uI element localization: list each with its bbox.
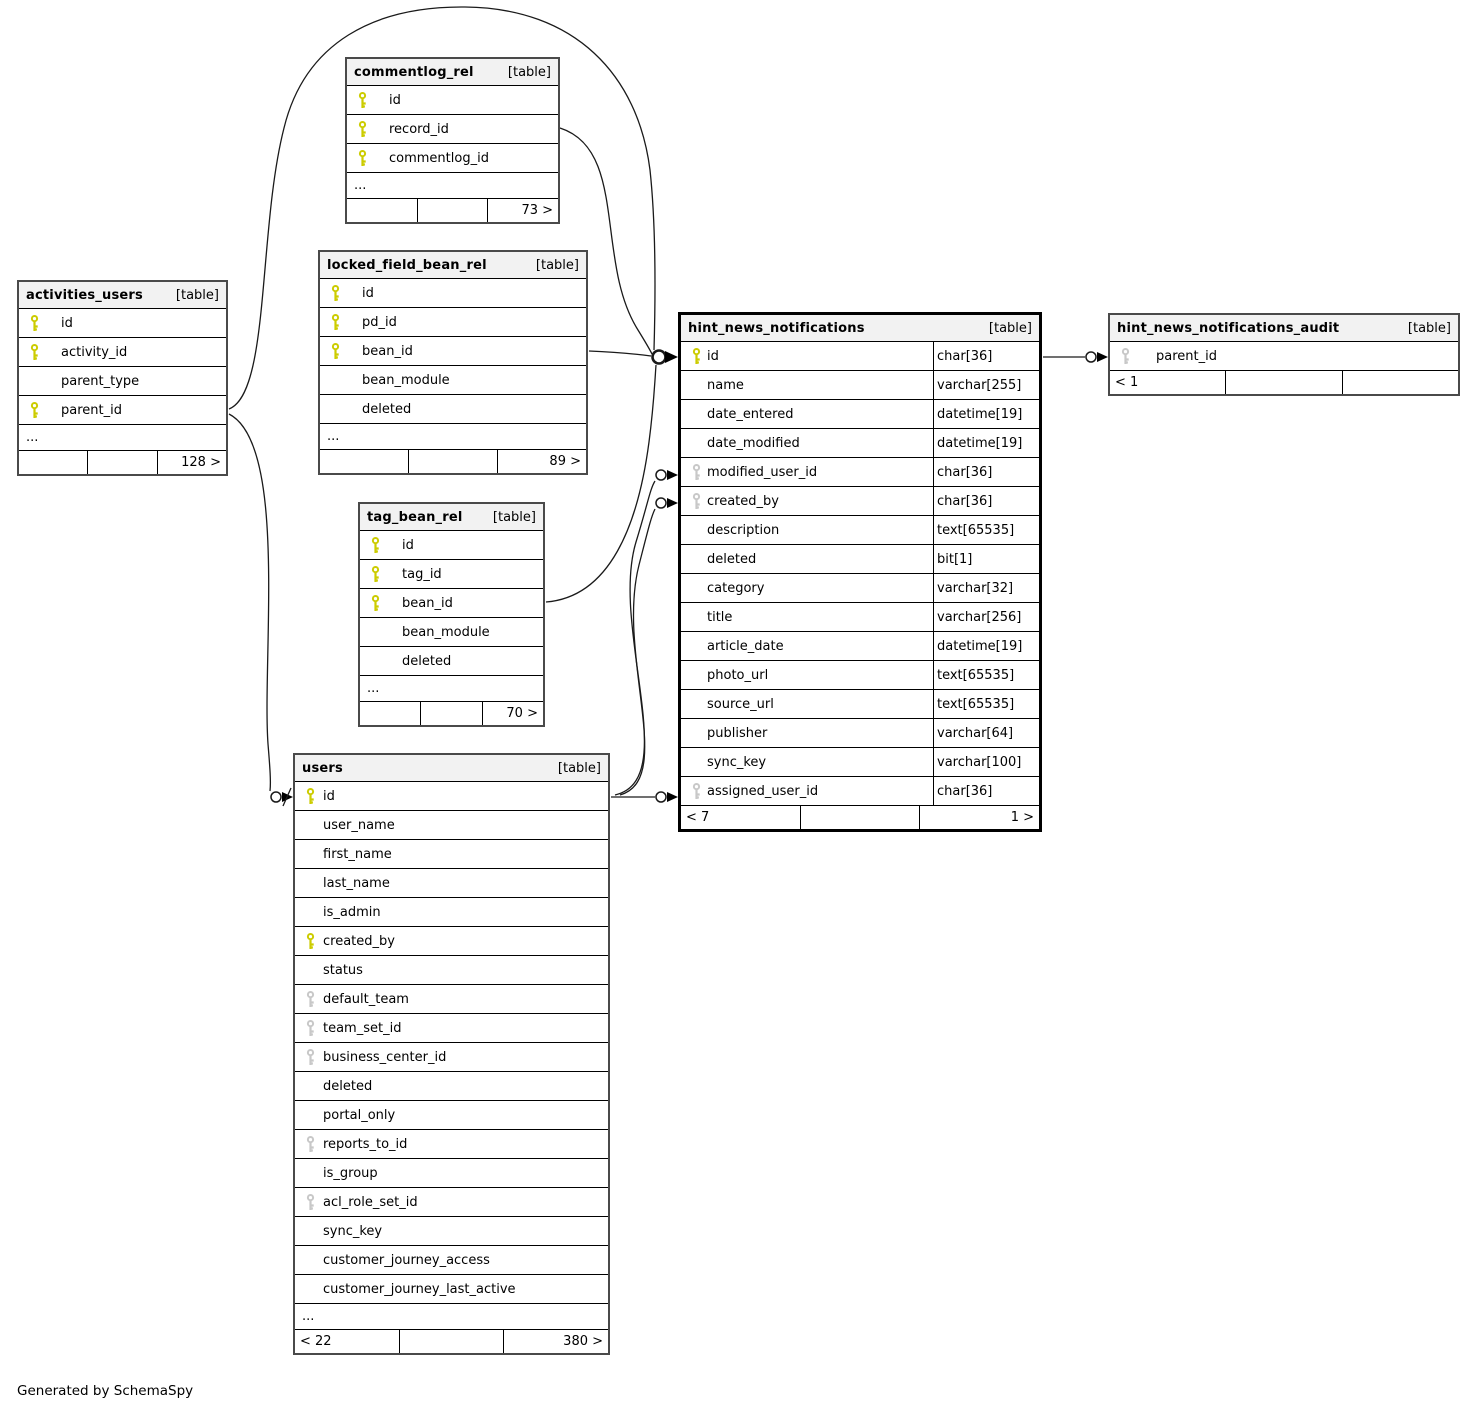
table-footer bbox=[1110, 371, 1458, 394]
column-row bbox=[681, 429, 1039, 458]
column-row bbox=[681, 603, 1039, 632]
column-row bbox=[360, 531, 543, 560]
column-name: ... bbox=[302, 1309, 315, 1324]
table-header bbox=[681, 315, 1039, 342]
column-row bbox=[295, 1275, 608, 1304]
column-name: parent_type bbox=[61, 373, 140, 389]
table-tag: [table] bbox=[175, 287, 219, 303]
column-type: varchar[256] bbox=[933, 603, 1039, 631]
column-row bbox=[295, 1217, 608, 1246]
column-name: customer_journey_access bbox=[323, 1252, 490, 1268]
column-row bbox=[19, 338, 226, 367]
column-type: text[65535] bbox=[933, 516, 1039, 544]
foreign-key-icon bbox=[691, 493, 703, 510]
column-name: title bbox=[707, 609, 733, 625]
table-name[interactable]: locked_field_bean_rel bbox=[327, 257, 487, 273]
generator-credit: Generated by SchemaSpy bbox=[17, 1383, 194, 1399]
connector-hint-assigned_user_id bbox=[656, 792, 678, 802]
column-row bbox=[295, 1101, 608, 1130]
primary-key-icon bbox=[29, 315, 41, 332]
column-type: char[36] bbox=[933, 458, 1039, 486]
column-name: source_url bbox=[707, 696, 774, 712]
column-name: bean_module bbox=[362, 372, 450, 388]
table-footer bbox=[347, 199, 558, 222]
table-users bbox=[293, 753, 610, 1355]
table-footer bbox=[360, 702, 543, 725]
footer-parents-count: 1 > bbox=[1010, 810, 1035, 825]
primary-key-icon bbox=[29, 402, 41, 419]
footer-parents-count bbox=[1343, 371, 1458, 394]
foreign-key-icon bbox=[305, 1194, 317, 1211]
column-type: varchar[64] bbox=[933, 719, 1039, 747]
column-row bbox=[320, 395, 586, 424]
foreign-key-icon bbox=[691, 464, 703, 481]
column-row bbox=[295, 811, 608, 840]
column-name: id bbox=[61, 315, 73, 331]
table-header bbox=[295, 755, 608, 782]
connector-hint-created_by bbox=[656, 498, 678, 508]
footer-children-count: < 7 bbox=[681, 806, 801, 829]
foreign-key-icon bbox=[691, 783, 703, 800]
column-name: pd_id bbox=[362, 314, 397, 330]
footer-parents-count: 70 > bbox=[506, 706, 538, 721]
table-tag: [table] bbox=[988, 320, 1032, 336]
column-name: deleted bbox=[707, 551, 757, 567]
column-row bbox=[681, 487, 1039, 516]
column-name: parent_id bbox=[1156, 348, 1217, 364]
column-name: photo_url bbox=[707, 667, 769, 683]
column-name: last_name bbox=[323, 875, 390, 891]
primary-key-icon bbox=[305, 933, 317, 950]
column-row bbox=[681, 545, 1039, 574]
column-row bbox=[295, 985, 608, 1014]
column-type: datetime[19] bbox=[933, 632, 1039, 660]
table-hint_news_notifications bbox=[678, 312, 1042, 832]
footer-mid-cell bbox=[400, 1330, 505, 1353]
table-footer bbox=[320, 450, 586, 473]
column-name: record_id bbox=[389, 121, 449, 137]
column-type: varchar[32] bbox=[933, 574, 1039, 602]
footer-children-count bbox=[320, 450, 409, 473]
rel-activities-parent_id-to-users-id bbox=[229, 414, 270, 791]
column-type: varchar[100] bbox=[933, 748, 1039, 776]
column-row bbox=[347, 144, 558, 173]
column-name: sync_key bbox=[323, 1223, 383, 1239]
column-name: customer_journey_last_active bbox=[323, 1281, 516, 1297]
column-name: is_group bbox=[323, 1165, 378, 1181]
column-type: char[36] bbox=[933, 777, 1039, 805]
column-name: id bbox=[362, 285, 374, 301]
table-commentlog_rel bbox=[345, 57, 560, 224]
column-row bbox=[295, 1130, 608, 1159]
footer-mid-cell bbox=[1226, 371, 1342, 394]
column-row bbox=[19, 425, 226, 451]
foreign-key-icon bbox=[305, 1136, 317, 1153]
column-row bbox=[295, 869, 608, 898]
footer-mid-cell bbox=[421, 702, 482, 725]
column-row bbox=[19, 367, 226, 396]
column-name: deleted bbox=[402, 653, 452, 669]
column-name: user_name bbox=[323, 817, 395, 833]
column-name: created_by bbox=[323, 933, 395, 949]
column-name: deleted bbox=[323, 1078, 373, 1094]
column-name: description bbox=[707, 522, 780, 538]
column-name: bean_id bbox=[402, 595, 453, 611]
footer-children-count bbox=[360, 702, 421, 725]
column-name: activity_id bbox=[61, 344, 128, 360]
column-row bbox=[347, 115, 558, 144]
column-row bbox=[320, 308, 586, 337]
foreign-key-icon bbox=[305, 991, 317, 1008]
table-tag: [table] bbox=[507, 64, 551, 80]
column-type: text[65535] bbox=[933, 661, 1039, 689]
rel-users-id-to-hint-created_by bbox=[620, 509, 655, 795]
footer-mid-cell bbox=[801, 806, 921, 829]
column-name: bean_module bbox=[402, 624, 490, 640]
column-name: sync_key bbox=[707, 754, 767, 770]
connector-hint-id bbox=[653, 351, 679, 364]
column-row bbox=[295, 1159, 608, 1188]
footer-children-count bbox=[347, 199, 418, 222]
column-row bbox=[19, 309, 226, 338]
column-name: assigned_user_id bbox=[707, 783, 819, 799]
column-name: portal_only bbox=[323, 1107, 396, 1123]
column-row bbox=[295, 1072, 608, 1101]
column-name: publisher bbox=[707, 725, 768, 741]
column-row bbox=[295, 927, 608, 956]
table-hint_news_notifications_audit bbox=[1108, 313, 1460, 396]
column-name: ... bbox=[26, 430, 39, 445]
column-row bbox=[295, 1246, 608, 1275]
primary-key-icon bbox=[330, 343, 342, 360]
column-name: created_by bbox=[707, 493, 779, 509]
primary-key-icon bbox=[370, 537, 382, 554]
table-header bbox=[347, 59, 558, 86]
column-name: first_name bbox=[323, 846, 392, 862]
column-row bbox=[681, 342, 1039, 371]
table-tag: [table] bbox=[1407, 320, 1451, 336]
column-row bbox=[320, 279, 586, 308]
column-row bbox=[1110, 342, 1458, 371]
connector-hint-modified_user_id bbox=[656, 470, 678, 480]
column-row bbox=[681, 371, 1039, 400]
column-row bbox=[320, 366, 586, 395]
column-type: text[65535] bbox=[933, 690, 1039, 718]
footer-parents-count: 89 > bbox=[549, 454, 581, 469]
column-name: status bbox=[323, 962, 363, 978]
column-type: bit[1] bbox=[933, 545, 1039, 573]
column-row bbox=[295, 1014, 608, 1043]
footer-mid-cell bbox=[418, 199, 489, 222]
column-row bbox=[681, 516, 1039, 545]
column-name: ... bbox=[327, 429, 340, 444]
primary-key-icon bbox=[370, 595, 382, 612]
column-row bbox=[295, 782, 608, 811]
column-name: is_admin bbox=[323, 904, 381, 920]
table-activities_users bbox=[17, 280, 228, 476]
footer-mid-cell bbox=[409, 450, 498, 473]
table-header bbox=[1110, 315, 1458, 342]
column-name: modified_user_id bbox=[707, 464, 818, 480]
footer-children-count: < 22 bbox=[295, 1330, 400, 1353]
primary-key-icon bbox=[29, 344, 41, 361]
column-row bbox=[295, 956, 608, 985]
column-name: id bbox=[402, 537, 414, 553]
column-type: char[36] bbox=[933, 342, 1039, 370]
table-header bbox=[19, 282, 226, 309]
primary-key-icon bbox=[305, 788, 317, 805]
column-row bbox=[295, 1304, 608, 1330]
column-row bbox=[681, 632, 1039, 661]
primary-key-icon bbox=[357, 121, 369, 138]
footer-parents-count: 73 > bbox=[521, 203, 554, 218]
table-header bbox=[320, 252, 586, 279]
column-row bbox=[347, 86, 558, 115]
column-row bbox=[360, 589, 543, 618]
column-row bbox=[295, 898, 608, 927]
column-name: name bbox=[707, 377, 744, 393]
column-name: ... bbox=[367, 681, 380, 696]
column-name: id bbox=[389, 92, 401, 108]
column-row bbox=[681, 748, 1039, 777]
column-name: deleted bbox=[362, 401, 412, 417]
connector-audit-parent_id bbox=[1086, 352, 1108, 362]
footer-parents-count: 128 > bbox=[181, 455, 221, 470]
column-row bbox=[681, 690, 1039, 719]
table-name[interactable]: activities_users bbox=[26, 287, 143, 303]
column-row bbox=[320, 337, 586, 366]
footer-children-count bbox=[19, 451, 88, 474]
column-name: commentlog_id bbox=[389, 150, 489, 166]
column-row bbox=[360, 618, 543, 647]
footer-mid-cell bbox=[88, 451, 157, 474]
table-name[interactable]: hint_news_notifications_audit bbox=[1117, 320, 1340, 336]
column-row bbox=[681, 661, 1039, 690]
column-row bbox=[360, 676, 543, 702]
column-name: acl_role_set_id bbox=[323, 1194, 418, 1210]
column-name: bean_id bbox=[362, 343, 413, 359]
table-footer bbox=[295, 1330, 608, 1353]
table-name[interactable]: tag_bean_rel bbox=[367, 509, 463, 525]
table-tag: [table] bbox=[492, 509, 536, 525]
table-tag_bean_rel bbox=[358, 502, 545, 727]
primary-key-icon bbox=[357, 150, 369, 167]
footer-children-count: < 1 bbox=[1110, 371, 1226, 394]
table-locked_field_bean_rel bbox=[318, 250, 588, 475]
column-row bbox=[360, 647, 543, 676]
rel-locked-bean_id-to-hint-id bbox=[589, 351, 651, 356]
table-footer bbox=[681, 806, 1039, 829]
column-name: business_center_id bbox=[323, 1049, 447, 1065]
footer-parents-count: 380 > bbox=[563, 1334, 604, 1349]
column-name: ... bbox=[354, 178, 367, 193]
table-tag: [table] bbox=[557, 760, 601, 776]
column-row bbox=[681, 574, 1039, 603]
column-type: varchar[255] bbox=[933, 371, 1039, 399]
table-footer bbox=[19, 451, 226, 474]
column-name: category bbox=[707, 580, 765, 596]
column-row bbox=[681, 777, 1039, 806]
table-name[interactable]: hint_news_notifications bbox=[688, 320, 865, 336]
foreign-key-icon bbox=[1120, 348, 1132, 365]
table-header bbox=[360, 504, 543, 531]
column-row bbox=[19, 396, 226, 425]
column-name: reports_to_id bbox=[323, 1136, 408, 1152]
column-row bbox=[295, 1188, 608, 1217]
column-row bbox=[681, 400, 1039, 429]
primary-key-icon bbox=[357, 92, 369, 109]
column-row bbox=[295, 840, 608, 869]
table-name[interactable]: commentlog_rel bbox=[354, 64, 474, 80]
connector-users-id bbox=[271, 788, 293, 806]
primary-key-icon bbox=[330, 314, 342, 331]
table-name[interactable]: users bbox=[302, 760, 343, 776]
column-type: char[36] bbox=[933, 487, 1039, 515]
table-tag: [table] bbox=[535, 257, 579, 273]
column-type: datetime[19] bbox=[933, 429, 1039, 457]
column-row bbox=[295, 1043, 608, 1072]
column-name: tag_id bbox=[402, 566, 442, 582]
foreign-key-icon bbox=[305, 1049, 317, 1066]
column-row bbox=[360, 560, 543, 589]
column-name: date_modified bbox=[707, 435, 800, 451]
column-name: article_date bbox=[707, 638, 784, 654]
column-type: datetime[19] bbox=[933, 400, 1039, 428]
primary-key-icon bbox=[330, 285, 342, 302]
column-row bbox=[681, 458, 1039, 487]
column-name: date_entered bbox=[707, 406, 794, 422]
column-row bbox=[347, 173, 558, 199]
primary-key-icon bbox=[370, 566, 382, 583]
foreign-key-icon bbox=[305, 1020, 317, 1037]
column-name: id bbox=[707, 348, 719, 364]
column-name: default_team bbox=[323, 991, 409, 1007]
column-name: parent_id bbox=[61, 402, 122, 418]
column-name: team_set_id bbox=[323, 1020, 402, 1036]
column-name: id bbox=[323, 788, 335, 804]
column-row bbox=[320, 424, 586, 450]
primary-key-icon bbox=[691, 348, 703, 365]
column-row bbox=[681, 719, 1039, 748]
